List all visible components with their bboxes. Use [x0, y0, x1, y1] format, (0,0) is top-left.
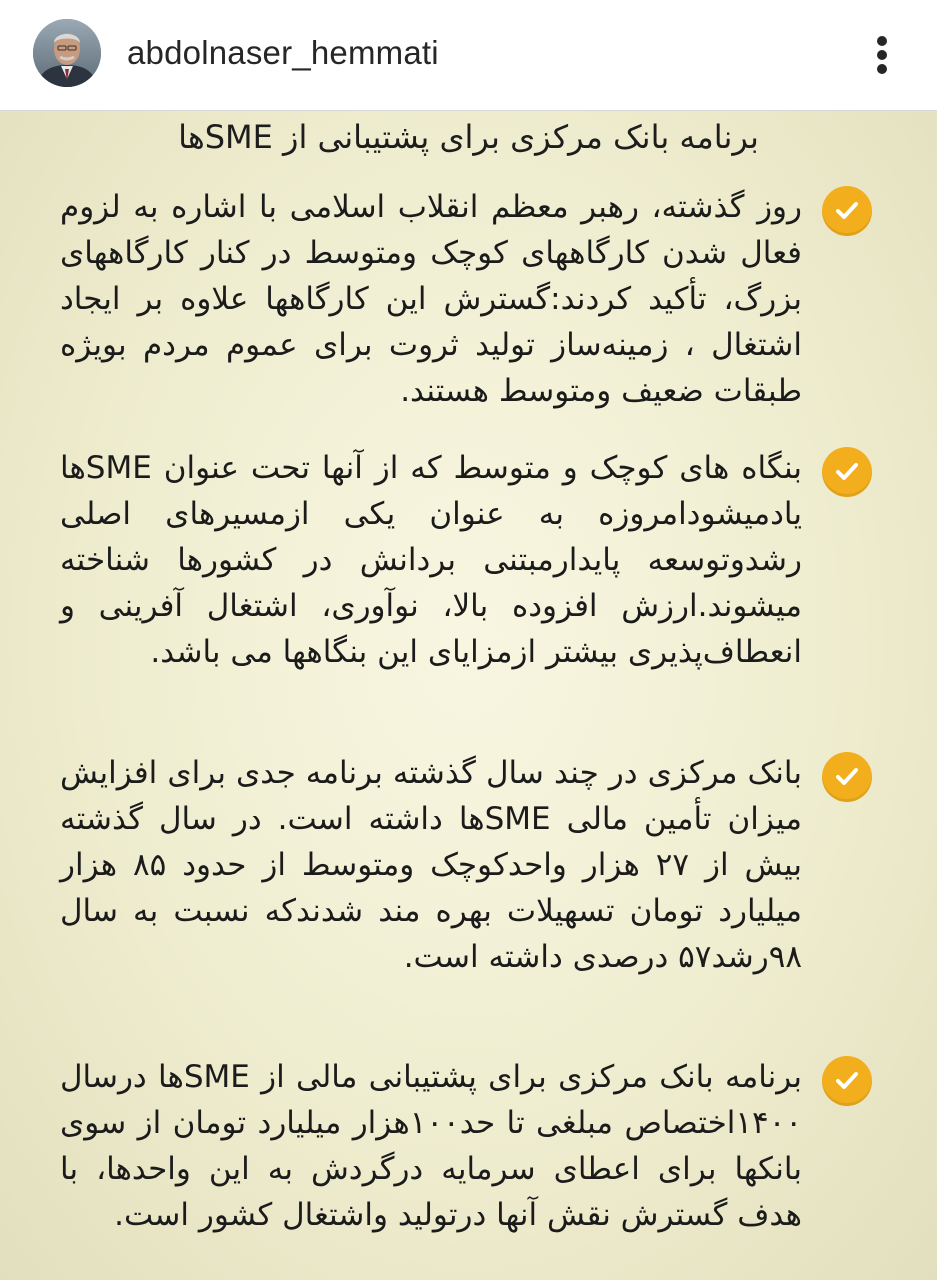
- more-dot: [877, 50, 887, 60]
- check-icon: [822, 447, 872, 497]
- more-dot: [877, 36, 887, 46]
- bullet-item: [60, 750, 872, 980]
- bullet-text: بنگاه های کوچک و متوسط که از آنها تحت عنوان SMEها یادمیشودامروزه به عنوان یکی ازمسیرهای اصلی رشدوتوسعه پایدارمبتنی بردانش در کشورها شناخته میشوند.ارزش افزوده بالا، نوآوری، اشتغال آفرینی و انعطاف‌پذیری بیشتر ازمزایای این بنگاهها می باشد.: [60, 450, 802, 670]
- bullet-text: برنامه بانک مرکزی برای پشتیبانی مالی از SMEها درسال ۱۴۰۰اختصاص مبلغی تا حد۱۰۰هزار میلیارد تومان از سوی بانکها برای اعطای سرمایه درگردش به این واحدها، با هدف گسترش نقش آنها درتولید واشتغال کشور است.: [60, 1059, 802, 1233]
- profile-photo-icon: [33, 19, 101, 87]
- post-title: برنامه بانک مرکزی برای پشتیبانی از SMEها: [178, 118, 759, 156]
- bullet-item: [60, 184, 872, 414]
- check-icon: [822, 752, 872, 802]
- username[interactable]: abdolnaser_hemmati: [127, 34, 439, 71]
- more-dot: [877, 64, 887, 74]
- bullet-text: روز گذشته، رهبر معظم انقلاب اسلامی با اشاره به لزوم فعال شدن کارگاههای کوچک ومتوسط در کنار کارگاههای بزرگ، تأکید کردند:گسترش این کارگاهها علاوه بر ایجاد اشتغال ، زمینه‌ساز تولید ثروت برای عموم مردم بویژه طبقات ضعیف ومتوسط هستند.: [60, 189, 802, 409]
- bullet-item: [60, 1054, 872, 1238]
- more-options-icon[interactable]: [862, 30, 902, 80]
- check-icon: [822, 186, 872, 236]
- check-icon: [822, 1056, 872, 1106]
- avatar[interactable]: [33, 19, 101, 87]
- bullet-item: [60, 445, 872, 675]
- bullet-text: بانک مرکزی در چند سال گذشته برنامه جدی برای افزایش میزان تأمین مالی SMEها داشته است. در سال گذشته بیش از ۲۷ هزار واحدکوچک ومتوسط از حدود ۸۵ هزار میلیارد تومان تسهیلات بهره مند شدندکه نسبت به سال ۹۸رشد۵۷ درصدی داشته است.: [60, 755, 803, 975]
- post-header: [0, 0, 937, 111]
